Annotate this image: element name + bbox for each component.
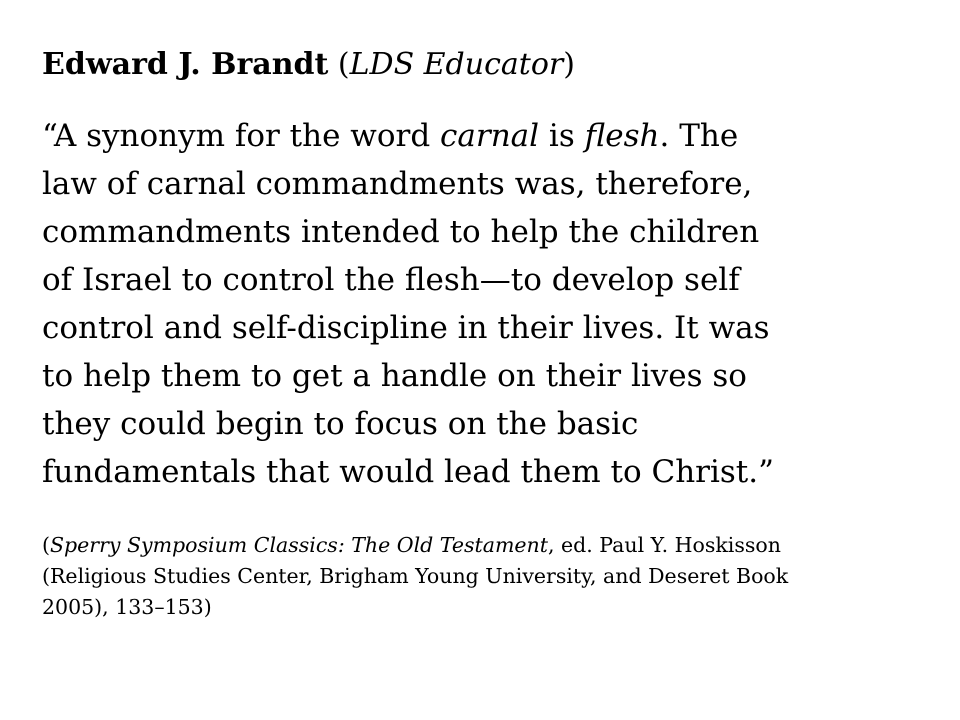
slide-heading [42,43,922,87]
citation-text: , ed. Paul Y. Hoskisson [547,533,781,557]
role-close-paren: ) [563,47,575,82]
quote-line: they could begin to focus on the basic [42,406,639,442]
role-open-paren: ( [328,47,350,82]
quote-text: “A synonym for the word [42,118,441,154]
quote-line: of Israel to control the flesh—to develop self [42,262,740,298]
author-role: LDS Educator [349,47,564,82]
quote-emphasis: flesh [584,118,660,154]
author-name: Edward J. Brandt [42,47,329,82]
citation-line: (Religious Studies Center, Brigham Young University, and Deseret Book [42,564,789,588]
quote-line: fundamentals that would lead them to Christ.” [42,454,774,490]
quote-line: control and self-discipline in their lives. It was [42,310,770,346]
citation-line: 2005), 133–153) [42,595,212,619]
quote-line: to help them to get a handle on their lives so [42,358,747,394]
quote-text: is [539,118,585,154]
citation-text: ( [42,533,50,557]
quote-line: law of carnal commandments was, therefore, [42,166,753,202]
quote-block [42,112,932,496]
citation-title: Sperry Symposium Classics: The Old Testament [50,533,548,557]
quote-emphasis: carnal [440,118,540,154]
citation [42,530,942,623]
citation-line [42,530,942,561]
quote-line [42,112,932,160]
quote-line: commandments intended to help the children [42,214,760,250]
quote-text: . The [659,118,739,154]
